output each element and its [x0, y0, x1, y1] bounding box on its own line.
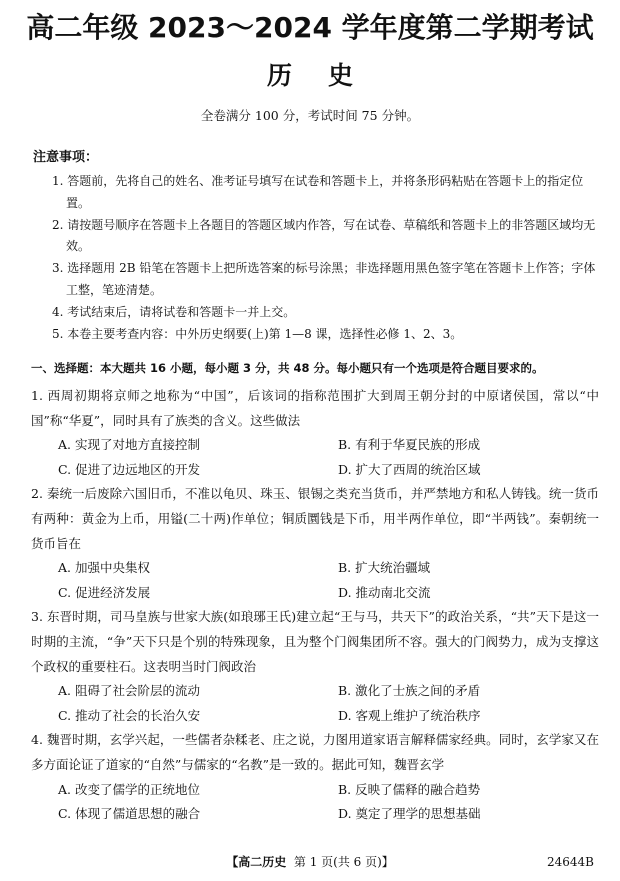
subject-title: 历史: [266, 61, 389, 90]
question-options: [58, 778, 599, 827]
question-3: [31, 605, 599, 728]
option-d: D. 奠定了理学的思想基础: [338, 806, 481, 822]
option-a: A. 阻碍了社会阶层的流动: [58, 683, 200, 699]
question-options: [58, 679, 599, 728]
option-c: C. 促进了边远地区的开发: [58, 461, 201, 477]
notice-item: 1. 答题前，先将自己的姓名、准考证号填写在试卷和答题卡上，并将条形码粘贴在答题卡上的指定位置。: [52, 174, 584, 210]
option-b: B. 有利于华夏民族的形成: [338, 437, 481, 453]
option-c: C. 推动了社会的长治久安: [58, 707, 201, 723]
notice-item: 3. 选择题用 2B 铅笔在答题卡上把所选答案的标号涂黑；非选择题用黑色签字笔在答题卡上作答；字体工整，笔迹清楚。: [52, 261, 596, 297]
exam-title: 高二年级 2023～2024 学年度第二学期考试: [26, 11, 594, 44]
question-1: [31, 384, 599, 482]
option-b: B. 反映了儒释的融合趋势: [338, 781, 481, 797]
question-stem: 4. 魏晋时期，玄学兴起，一些儒者杂糅老、庄之说，力图用道家语言解释儒家经典。同时，玄学家又在多方面论证了道家的“自然”与儒家的“名教”是一致的。据此可知，魏晋玄学: [31, 732, 599, 772]
option-d: D. 推动南北交流: [338, 584, 431, 600]
footer-page: 第 1 页(共 6 页)】: [293, 855, 394, 869]
option-b: B. 扩大统治疆域: [338, 560, 431, 576]
question-stem: 3. 东晋时期，司马皇族与世家大族(如琅琊王氏)建立起“王与马，共天下”的政治关系，“共”天下是这一时期的主流，“争”天下只是个别的特殊现象，且为整个门阀集团所不容。强大的门阀势力，成为支撑这个政权的重要柱石。这表明当时门阀政治: [31, 609, 599, 674]
question-list: [31, 384, 599, 827]
notice-heading: 注意事项：: [33, 150, 99, 165]
question-2: [31, 482, 599, 605]
footer-label: [0, 852, 620, 872]
option-a: A. 实现了对地方直接控制: [58, 437, 200, 453]
question-stem: 1. 西周初期将京师之地称为“中国”，后该词的指称范围扩大到周王朝分封的中原诸侯国，常以“中国”称“华夏”，同时具有了族类的含义。这些做法: [31, 388, 599, 428]
section-heading: 一、选择题：本大题共 16 小题，每小题 3 分，共 48 分。每小题只有一个选项是符合题目要求的。: [31, 361, 544, 375]
notice-list: [52, 171, 598, 345]
footer-subject: 【高二历史: [226, 855, 287, 869]
option-b: B. 激化了士族之间的矛盾: [338, 683, 481, 699]
option-a: A. 加强中央集权: [58, 560, 150, 576]
question-options: [58, 433, 599, 482]
notice-item: 5. 本卷主要考查内容：中外历史纲要(上)第 1—8 课，选择性必修 1、2、3。: [52, 326, 463, 341]
notice-item: 2. 请按题号顺序在答题卡上各题目的答题区域内作答，写在试卷、草稿纸和答题卡上的非答题区域均无效。: [52, 217, 596, 254]
exam-meta: 全卷满分 100 分，考试时间 75 分钟。: [200, 108, 420, 123]
question-options: [58, 556, 599, 605]
option-c: C. 促进经济发展: [58, 584, 151, 600]
notice-item: 4. 考试结束后，请将试卷和答题卡一并上交。: [52, 304, 296, 319]
option-d: D. 客观上维护了统治秩序: [338, 707, 481, 723]
option-a: A. 改变了儒学的正统地位: [58, 781, 200, 797]
option-c: C. 体现了儒道思想的融合: [58, 806, 201, 822]
footer-code: 24644B: [547, 855, 594, 869]
question-stem: 2. 秦统一后废除六国旧币，不准以龟贝、珠玉、银锡之类充当货币，并严禁地方和私人铸钱。统一货币有两种：黄金为上币，用镒(二十两)作单位；铜质圜钱是下币，用半两作单位，即“半两钱”。秦朝统一货币旨在: [31, 486, 599, 551]
option-d: D. 扩大了西周的统治区域: [338, 461, 481, 477]
question-4: [31, 728, 599, 826]
page-footer: [0, 852, 620, 874]
